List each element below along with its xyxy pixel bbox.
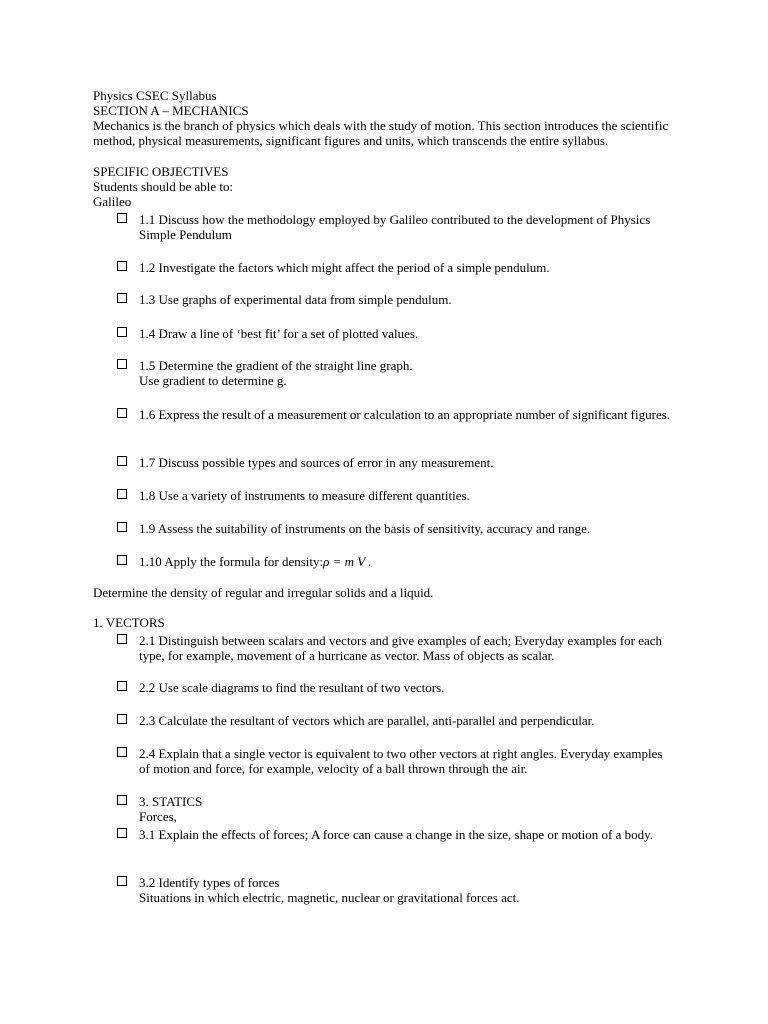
objective-checkbox[interactable]: [117, 795, 127, 805]
objective-subtext: Forces,: [139, 809, 177, 825]
objective-subtext: Simple Pendulum: [139, 227, 232, 243]
objective-checkbox[interactable]: [117, 522, 127, 532]
vectors-heading: 1. VECTORS: [93, 615, 165, 630]
objective-text: 1.3 Use graphs of experimental data from simple pendulum.: [139, 292, 452, 307]
objective-checkbox[interactable]: [117, 293, 127, 303]
objective-checkbox[interactable]: [117, 213, 127, 223]
objective-checkbox[interactable]: [117, 828, 127, 838]
objective-checkbox[interactable]: [117, 555, 127, 565]
objective-subtext: Situations in which electric, magnetic, nuclear or gravitational forces act.: [139, 890, 520, 906]
objective-checkbox[interactable]: [117, 681, 127, 691]
objective-text: 1.1 Discuss how the methodology employed by Galileo contributed to the development of Physics: [139, 212, 651, 227]
objectives-heading: SPECIFIC OBJECTIVES: [93, 164, 229, 179]
objective-text: 2.2 Use scale diagrams to find the resultant of two vectors.: [139, 680, 445, 695]
objective-text: 1.9 Assess the suitability of instruments on the basis of sensitivity, accuracy and range.: [139, 521, 591, 536]
objective-text: 3.1 Explain the effects of forces; A force can cause a change in the size, shape or motion of a body.: [139, 827, 654, 842]
objective-text: 1.8 Use a variety of instruments to measure different quantities.: [139, 488, 470, 503]
objective-checkbox[interactable]: [117, 359, 127, 369]
density-formula: ρ = m V .: [323, 554, 372, 569]
doc-title: Physics CSEC Syllabus: [93, 88, 217, 103]
section-intro: Mechanics is the branch of physics which deals with the study of motion. This section introduces the scientific method, physical measurements, significant figures and units, which transcends the entire syllabus.: [93, 118, 669, 149]
objective-text: 2.3 Calculate the resultant of vectors which are parallel, anti-parallel and perpendicular.: [139, 713, 595, 728]
section-heading: SECTION A – MECHANICS: [93, 103, 249, 118]
objective-text: 1.5 Determine the gradient of the straight line graph.: [139, 358, 413, 373]
density-note: Determine the density of regular and irregular solids and a liquid.: [93, 585, 434, 600]
objective-text: 2.1 Distinguish between scalars and vectors and give examples of each; Everyday examples for each type, for example, movement of a hurricane as vector. Mass of objects as scalar.: [139, 633, 663, 664]
objective-text: 1.10 Apply the formula for density:: [139, 554, 324, 569]
objective-checkbox[interactable]: [117, 261, 127, 271]
objective-text: 3. STATICS: [139, 794, 203, 809]
objective-checkbox[interactable]: [117, 456, 127, 466]
objective-checkbox[interactable]: [117, 876, 127, 886]
objective-checkbox[interactable]: [117, 747, 127, 757]
topic-galileo: Galileo: [93, 194, 132, 209]
objective-text: 1.2 Investigate the factors which might affect the period of a simple pendulum.: [139, 260, 550, 275]
objective-checkbox[interactable]: [117, 408, 127, 418]
objective-text: 2.4 Explain that a single vector is equivalent to two other vectors at right angles. Everyday examples of motion and force, for example, velocity of a ball thrown through the air.: [139, 746, 663, 777]
students-line: Students should be able to:: [93, 179, 234, 194]
objective-text: 1.6 Express the result of a measurement or calculation to an appropriate number of significant figures.: [139, 407, 671, 422]
objective-checkbox[interactable]: [117, 327, 127, 337]
objective-checkbox[interactable]: [117, 714, 127, 724]
objective-text: 3.2 Identify types of forces: [139, 875, 280, 890]
objective-checkbox[interactable]: [117, 634, 127, 644]
objective-subtext: Use gradient to determine g.: [139, 373, 287, 389]
objective-checkbox[interactable]: [117, 489, 127, 499]
objective-text: 1.7 Discuss possible types and sources of error in any measurement.: [139, 455, 494, 470]
objective-text: 1.4 Draw a line of ‘best fit’ for a set of plotted values.: [139, 326, 419, 341]
